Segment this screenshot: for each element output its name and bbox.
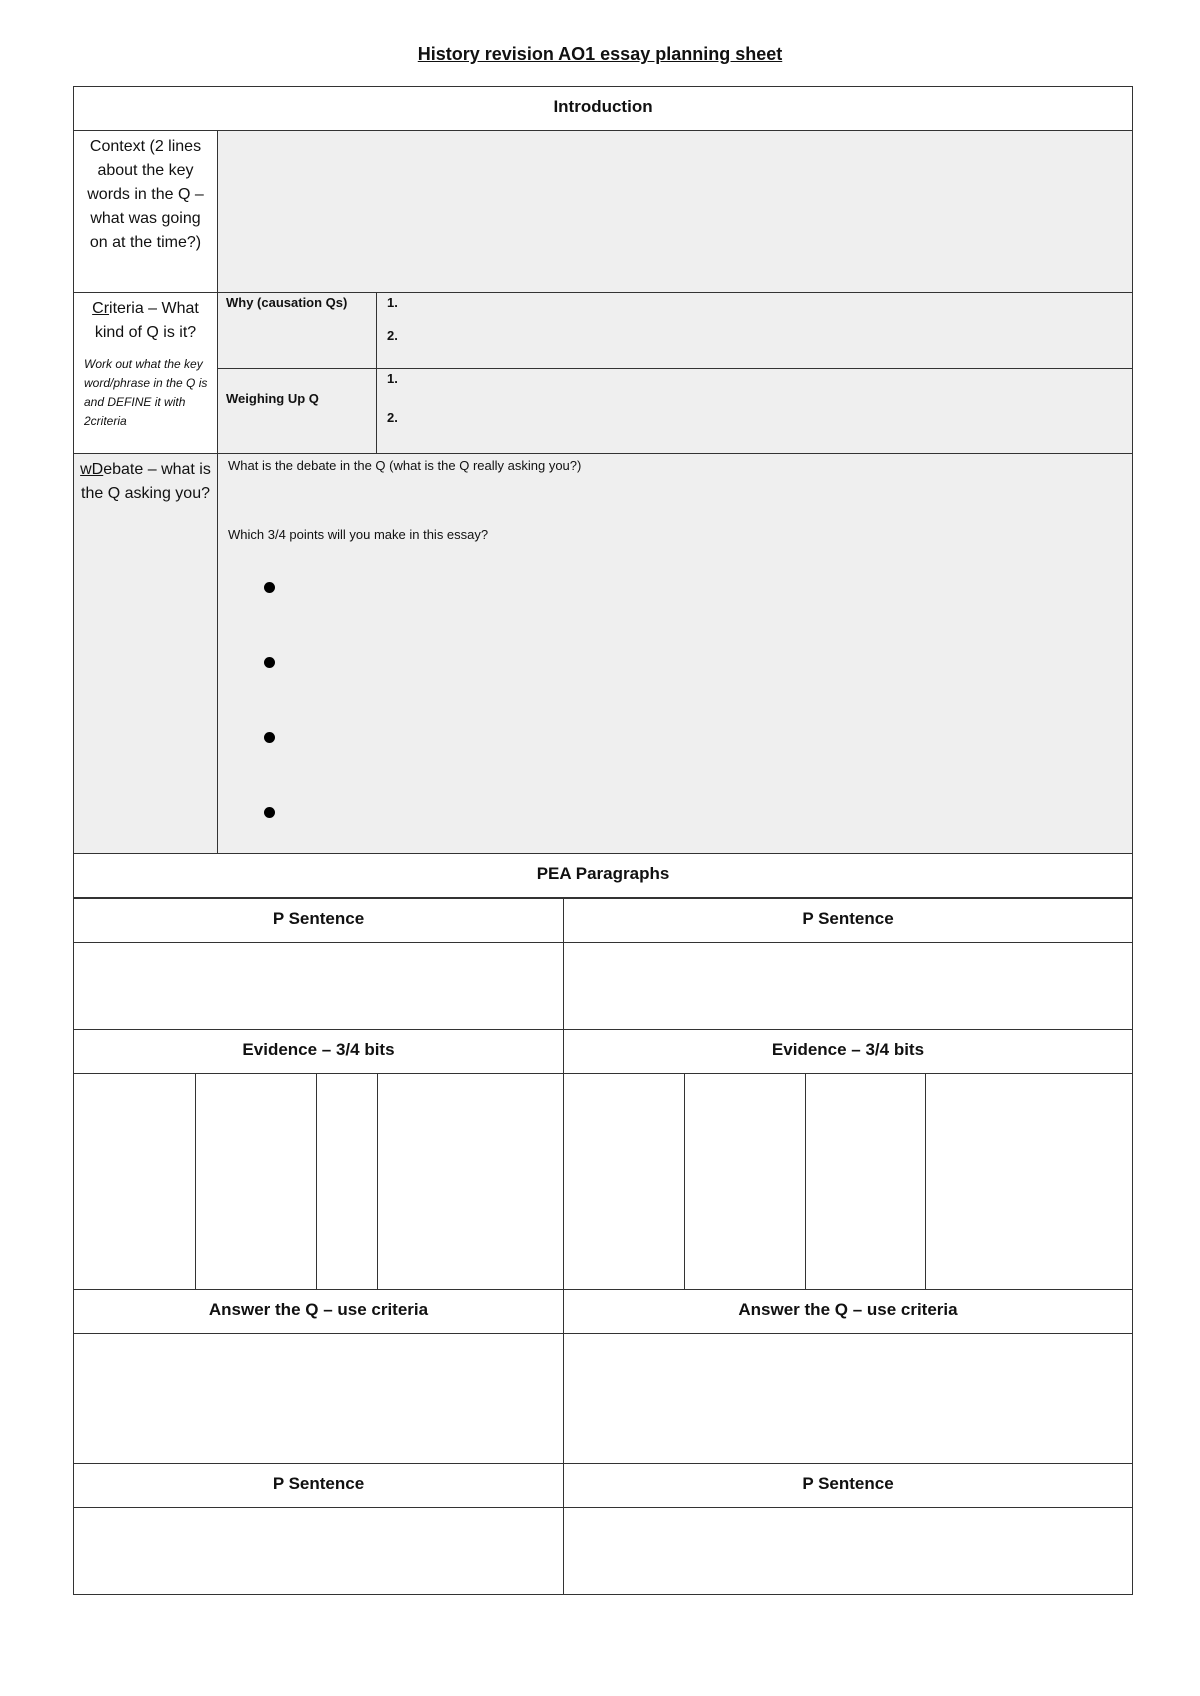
evidence-box[interactable]: [564, 1074, 684, 1289]
why-label: Why (causation Qs): [218, 293, 377, 369]
evidence-box[interactable]: [316, 1074, 377, 1289]
evidence-boxes-left: [74, 1074, 563, 1289]
p-sentence-heading-left-2: P Sentence: [74, 1464, 564, 1508]
criteria-label: iteria – What kind of Q is it?: [94, 300, 199, 341]
pea-heading: PEA Paragraphs: [74, 854, 1133, 898]
p-sentence-heading-right: P Sentence: [564, 899, 1133, 943]
debate-answer-area[interactable]: [218, 454, 1133, 854]
evidence-box[interactable]: [377, 1074, 563, 1289]
page-title: History revision AO1 essay planning sheet: [417, 44, 783, 64]
bullet-point: [264, 657, 275, 668]
bullet-point: [264, 807, 275, 818]
pea-table: [73, 898, 1133, 1595]
debate-question: What is the debate in the Q (what is the Q really asking you?): [228, 458, 582, 473]
p-sentence-area-right[interactable]: [564, 943, 1133, 1030]
p-sentence-heading-left: P Sentence: [74, 899, 564, 943]
context-label: Context (2 lines about the key words in the Q – what was going on at the time?): [74, 131, 218, 293]
p-sentence-area-right-2[interactable]: [564, 1508, 1133, 1595]
bullet-point: [264, 732, 275, 743]
p-sentence-area-left[interactable]: [74, 943, 564, 1030]
answer-area-left[interactable]: [74, 1334, 564, 1464]
why-answer-area[interactable]: [377, 293, 1133, 369]
debate-label-cell: [74, 454, 218, 854]
evidence-area-left: [74, 1074, 564, 1290]
weighing-number-2: 2.: [387, 410, 398, 425]
p-sentence-heading-right-2: P Sentence: [564, 1464, 1133, 1508]
evidence-box[interactable]: [805, 1074, 925, 1289]
evidence-heading-right: Evidence – 3/4 bits: [564, 1030, 1133, 1074]
evidence-box[interactable]: [684, 1074, 805, 1289]
evidence-boxes-right: [564, 1074, 1132, 1289]
bullet-point: [264, 582, 275, 593]
evidence-box[interactable]: [195, 1074, 316, 1289]
p-sentence-area-left-2[interactable]: [74, 1508, 564, 1595]
answer-area-right[interactable]: [564, 1334, 1133, 1464]
introduction-table: [73, 86, 1133, 898]
points-question: Which 3/4 points will you make in this essay?: [228, 527, 489, 542]
debate-label: ebate – what is the Q asking you?: [81, 461, 211, 502]
introduction-heading: Introduction: [74, 87, 1133, 131]
answer-heading-left: Answer the Q – use criteria: [74, 1290, 564, 1334]
evidence-box[interactable]: [74, 1074, 195, 1289]
evidence-heading-left: Evidence – 3/4 bits: [74, 1030, 564, 1074]
why-number-1: 1.: [387, 295, 398, 310]
evidence-box[interactable]: [925, 1074, 1132, 1289]
why-number-2: 2.: [387, 328, 398, 343]
criteria-note: Work out what the key word/phrase in the Q is and DEFINE it with 2criteria: [84, 357, 208, 428]
weighing-answer-area[interactable]: [377, 369, 1133, 454]
weighing-number-1: 1.: [387, 371, 398, 386]
answer-heading-right: Answer the Q – use criteria: [564, 1290, 1133, 1334]
criteria-cell: [74, 293, 218, 454]
context-answer-area[interactable]: [218, 131, 1133, 293]
debate-label-prefix: wD: [80, 461, 104, 478]
criteria-label-prefix: Cr: [92, 300, 110, 317]
weighing-label: Weighing Up Q: [218, 369, 377, 454]
evidence-area-right: [564, 1074, 1133, 1290]
